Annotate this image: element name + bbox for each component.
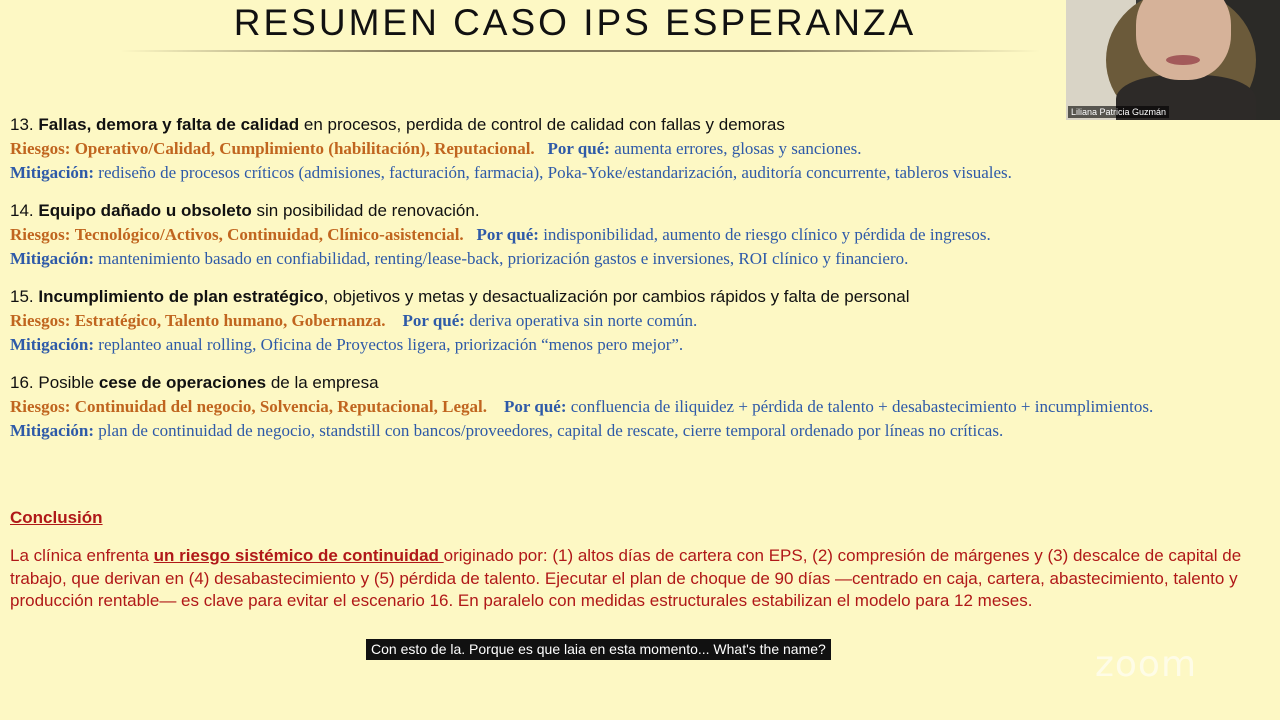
conclusion-text-start: La clínica enfrenta — [10, 546, 154, 565]
title-divider — [120, 50, 1040, 52]
conclusion-emphasis: un riesgo sistémico de continuidad — [153, 546, 444, 565]
risk-item-13 — [10, 113, 1250, 185]
participant-face — [1136, 0, 1231, 80]
risks-line — [10, 137, 1250, 161]
item-title: Equipo dañado u obsoleto — [33, 201, 252, 220]
mitigation-line — [10, 333, 1250, 357]
risks-line — [10, 223, 1250, 247]
item-number: 14. — [10, 201, 34, 220]
risks-text: Tecnológico/Activos, Continuidad, Clínico-asistencial. — [74, 225, 464, 244]
mitigation-line — [10, 419, 1210, 443]
participant-name: Liliana Patricia Guzmán — [1068, 106, 1169, 118]
risks-label: Riesgos: — [10, 139, 71, 158]
mitigation-text: mantenimiento basado en confiabilidad, renting/lease-back, priorización gastos e inversiones, ROI clínico y financiero. — [98, 249, 909, 268]
risks-label: Riesgos: — [10, 397, 71, 416]
item-heading — [10, 199, 1250, 223]
risk-item-15 — [10, 285, 1250, 357]
item-description: , objetivos y metas y desactualización por cambios rápidos y falta de personal — [323, 287, 910, 306]
conclusion-paragraph — [10, 545, 1260, 613]
risks-label: Riesgos: — [10, 311, 71, 330]
item-description: de la empresa — [266, 373, 379, 392]
why-label: Por qué: — [476, 225, 539, 244]
item-number: 15. — [10, 287, 34, 306]
conclusion-text-rest: originado por: (1) altos días de cartera con EPS, (2) compresión de márgenes y (3) descalce de capital de trabajo, que derivan en (4) desabastecimiento y (5) pérdida de talento. Ejecutar el plan de choque de 90 días —centrado en caja, cartera, abastecimiento, talento y producción rentable— es clave para evitar el escenario 16. En paralelo con medidas estructurales estabilizan el modelo para 12 meses. — [10, 546, 1242, 610]
why-label: Por qué: — [402, 311, 465, 330]
item-heading — [10, 285, 1250, 309]
item-title: Fallas, demora y falta de calidad — [38, 115, 300, 134]
item-number: 13. — [10, 115, 34, 134]
risks-text: Operativo/Calidad, Cumplimiento (habilitación), Reputacional. — [74, 139, 535, 158]
item-heading — [10, 371, 1210, 395]
risks-line — [10, 309, 1250, 333]
mitigation-label: Mitigación: — [10, 163, 95, 182]
item-description: en procesos, perdida de control de calidad con fallas y demoras — [299, 115, 785, 134]
participant-video[interactable] — [1066, 0, 1280, 120]
mitigation-label: Mitigación: — [10, 249, 95, 268]
item-description: sin posibilidad de renovación. — [251, 201, 480, 220]
risks-label: Riesgos: — [10, 225, 71, 244]
mitigation-label: Mitigación: — [10, 421, 95, 440]
why-label: Por qué: — [547, 139, 610, 158]
slide-title: RESUMEN CASO IPS ESPERANZA — [233, 2, 917, 43]
risks-text: Continuidad del negocio, Solvencia, Reputacional, Legal. — [74, 397, 487, 416]
item-title: cese de operaciones — [98, 373, 267, 392]
mitigation-line — [10, 161, 1250, 185]
why-text: aumenta errores, glosas y sanciones. — [614, 139, 862, 158]
why-text: deriva operativa sin norte común. — [469, 311, 698, 330]
item-heading — [10, 113, 1250, 137]
why-text: confluencia de iliquidez + pérdida de talento + desabastecimiento + incumplimientos. — [570, 397, 1154, 416]
mitigation-text: rediseño de procesos críticos (admisiones, facturación, farmacia), Poka-Yoke/estandarización, auditoría concurrente, tableros visuales. — [98, 163, 1012, 182]
conclusion-heading: Conclusión — [10, 508, 103, 527]
why-text: indisponibilidad, aumento de riesgo clínico y pérdida de ingresos. — [543, 225, 991, 244]
mitigation-text: replanteo anual rolling, Oficina de Proyectos ligera, priorización “menos pero mejor”. — [98, 335, 684, 354]
risk-item-14 — [10, 199, 1250, 271]
live-caption: Con esto de la. Porque es que laia en esta momento... What's the name? — [366, 639, 831, 660]
risks-line — [10, 395, 1210, 419]
zoom-watermark: zoom — [1095, 644, 1198, 685]
item-title: Incumplimiento de plan estratégico — [33, 287, 324, 306]
why-label: Por qué: — [504, 397, 567, 416]
item-number: 16. Posible — [10, 373, 95, 392]
risks-text: Estratégico, Talento humano, Gobernanza. — [74, 311, 386, 330]
mitigation-line — [10, 247, 1250, 271]
mitigation-label: Mitigación: — [10, 335, 95, 354]
risk-item-16 — [10, 371, 1210, 443]
mitigation-text: plan de continuidad de negocio, standstill con bancos/proveedores, capital de rescate, cierre temporal ordenado por líneas no críticas. — [98, 421, 1004, 440]
